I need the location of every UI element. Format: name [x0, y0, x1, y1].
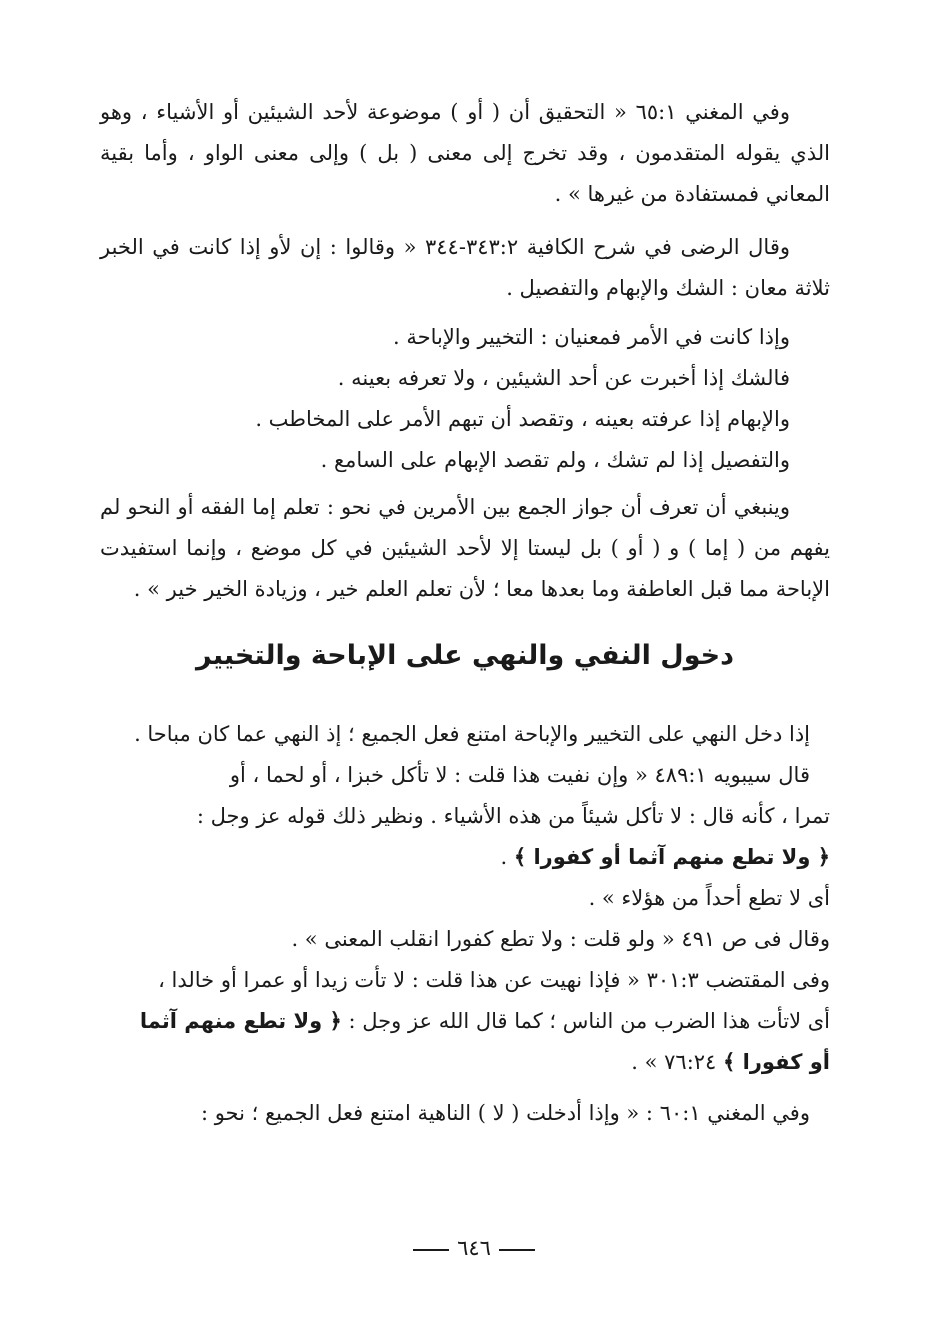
paragraph-mughni: وفي المغني ٦٥:١ « التحقيق أن ( أو ) موضوعة لأحد الشيئين أو الأشياء ، وهو الذي يقوله المتقدمون ، وقد تخرج إلى معنى ( بل ) وإلى معنى الواو ، وأما بقية المعاني فمستفادة من غيرها » . [100, 100, 830, 206]
paragraph-jam: وينبغي أن تعرف أن جواز الجمع بين الأمرين في نحو : تعلم إما الفقه أو النحو لم يفهم من ( إما ) و ( أو ) بل ليستا إلا لأحد الشيئين في كل موضع ، وإنما استفيدت الإباحة مما قبل العاطفة وما بعدها معا ؛ لأن تعلم العلم خير ، وزيادة الخير خير » . [100, 495, 830, 601]
dash-divider [499, 1249, 535, 1251]
text-line: وفي المغني ٦٠:١ : « وإذا أدخلت ( لا ) الناهية امتنع فعل الجميع ؛ نحو : [200, 1101, 810, 1125]
text-line: تمرا ، كأنه قال : لا تأكل شيئاً من هذه الأشياء . ونظير ذلك قوله عز وجل : [196, 804, 830, 828]
text-line: أى لا تطع أحداً من هؤلاء » . [588, 886, 830, 910]
section-heading: دخول النفي والنهي على الإباحة والتخيير [196, 640, 734, 671]
quran-line [100, 837, 830, 878]
paragraph-radi: وقال الرضى في شرح الكافية ٣٤٣:٢-٣٤٤ « وقالوا : إن لأو إذا كانت في الخبر ثلاثة معان : الشك والإبهام والتفصيل . [100, 235, 830, 300]
text-line: إذا دخل النهي على التخيير والإباحة امتنع فعل الجميع ؛ إذ النهي عما كان مباحا . [134, 722, 810, 746]
text-tail: . [500, 845, 514, 869]
meaning-line: والإبهام إذا عرفته بعينه ، وتقصد أن تبهم الأمر على المخاطب . [255, 407, 790, 431]
section-body [100, 714, 830, 1134]
text-line: وقال فى ص ٤٩١ « ولو قلت : ولا تطع كفورا انقلب المعنى » . [291, 927, 830, 951]
quran-verse: ﴿ ولا تطع منهم آثما أو كفورا ﴾ [513, 845, 830, 869]
meaning-line: والتفصيل إذا لم تشك ، ولم تقصد الإبهام على السامع . [320, 448, 790, 472]
page-number-text: ٦٤٦ [457, 1236, 491, 1260]
meaning-line: فالشك إذا أخبرت عن أحد الشيئين ، ولا تعرفه بعينه . [337, 366, 790, 390]
text-segment: أى لاتأت هذا الضرب من الناس ؛ كما قال الله عز وجل : [341, 1009, 830, 1033]
meaning-line: وإذا كانت في الأمر فمعنيان : التخيير والإباحة . [393, 325, 790, 349]
quran-line [100, 1042, 830, 1083]
text-line: قال سيبويه ٤٨٩:١ « وإن نفيت هذا قلت : لا تأكل خبزا ، أو لحما ، أو [229, 763, 810, 787]
text-tail: ٧٦:٢٤ » . [631, 1050, 724, 1074]
page-number [0, 1236, 948, 1260]
quran-verse: أو كفورا ﴾ [723, 1050, 830, 1074]
meanings-list [100, 317, 830, 481]
quran-verse: ﴿ ولا تطع منهم آثما [139, 1009, 342, 1033]
dash-divider [413, 1249, 449, 1251]
text-line: وفى المقتضب ٣٠١:٣ « فإذا نهيت عن هذا قلت : لا تأت زيدا أو عمرا أو خالدا ، [158, 968, 830, 992]
quran-line [100, 1001, 830, 1042]
